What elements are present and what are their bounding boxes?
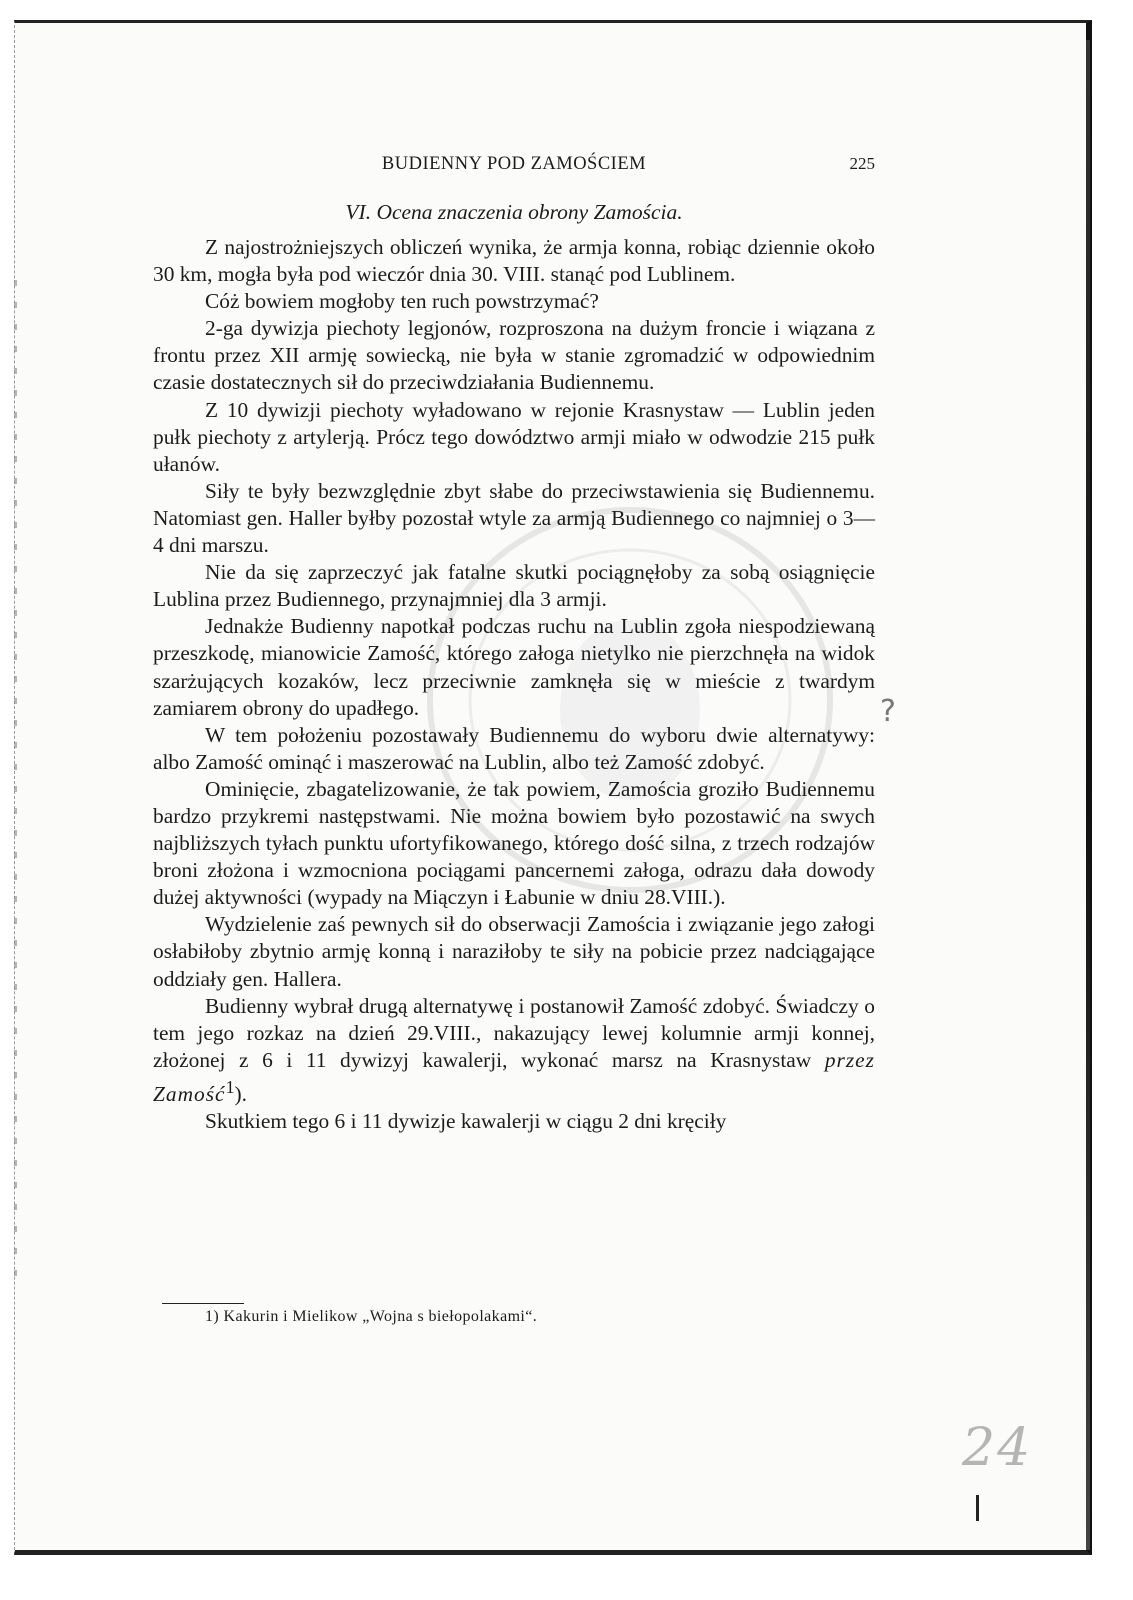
margin-question-mark: ? (880, 694, 896, 729)
paragraph: Z 10 dywizji piechoty wyładowano w rejonie Krasnystaw — Lublin jeden pułk piechoty z artylerją. Prócz tego dowództwo armji miało w odwodzie 215 pułk ułanów. (153, 397, 875, 476)
paragraph-text: ). (234, 1082, 247, 1107)
section-title: VI. Ocena znaczenia obrony Zamościa. (345, 200, 683, 224)
paragraph: Cóż bowiem mogłoby ten ruch powstrzymać? (205, 289, 599, 314)
page-number: 225 (849, 154, 875, 173)
paragraph: 2-ga dywizja piechoty legjonów, rozproszona na dużym froncie i wiązana z frontu przez XII armję sowiecką, nie była w stanie zgromadzić w odpowiednim czasie dostatecznych sił do przeciwdziałania Budiennemu. (153, 316, 875, 395)
paragraph: Wydzielenie zaś pewnych sił do obserwacji Zamościa i związanie jego załogi osłabiłoby zbytnio armję konną i naraziłoby te siły na pobicie przez nadciągające oddziały gen. Hallera. (153, 912, 875, 991)
footnote-marker: 1) (205, 1308, 220, 1325)
emphasis-text: przez Zamość (153, 1047, 875, 1107)
footnote-reference: 1 (225, 1076, 235, 1097)
handwritten-page-number: 24 (962, 1418, 1033, 1478)
paragraph-text: Budienny wybrał drugą alternatywę i postanowił Zamość zdobyć. Świadczy o tem jego rozkaz na dzień 29.VIII., nakazujący lewej kolumnie armji konnej, złożonej z 6 i 11 dywizyj kawalerji, wykonać marsz na Krasnystaw (153, 993, 875, 1072)
footnote-divider (162, 1303, 244, 1304)
paragraph: Skutkiem tego 6 i 11 dywizje kawalerji w ciągu 2 dni kręciły (205, 1109, 727, 1134)
paragraph: Ominięcie, zbagatelizowanie, że tak powiem, Zamościa groziło Budiennemu bardzo przykremi następstwami. Nie można bowiem było pozostawić na swych najbliższych tyłach punktu ufortyfikowanego, którego dość silna, z trzech rodzajów broni złożona i wzmocniona pociągami pancernemi załoga, odrazu dała dowody dużej aktywności (wypady na Miączyn i Łabunie w dniu 28.VIII.). (153, 776, 875, 910)
binding-holes (14, 280, 17, 1280)
paragraph: W tem położeniu pozostawały Budiennemu do wyboru dwie alternatywy: albo Zamość ominąć i maszerować na Lublin, albo też Zamość zdobyć. (153, 722, 875, 774)
running-head: BUDIENNY POD ZAMOŚCIEM (381, 154, 647, 174)
footnote (205, 1308, 825, 1326)
body-text (153, 234, 875, 1135)
footnote-text: Kakurin i Mielikow „Wojna s biełopolakami“. (223, 1308, 538, 1325)
paragraph-with-emphasis (153, 993, 875, 1109)
paragraph: Nie da się zaprzeczyć jak fatalne skutki pociągnęłoby za sobą osiągnięcie Lublina przez Budiennego, przynajmniej dla 3 armji. (153, 560, 875, 612)
paragraph: Siły te były bezwzględnie zbyt słabe do przeciwstawienia się Budiennemu. Natomiast gen. Haller byłby pozostał wtyle za armją Budiennego co najmniej o 3—4 dni marszu. (153, 478, 875, 558)
paragraph: Z najostrożniejszych obliczeń wynika, że armja konna, robiąc dziennie około 30 km, mogła była pod wieczór dnia 30. VIII. stanąć pod Lublinem. (153, 235, 875, 287)
page-header (153, 152, 875, 178)
page-edge-shadow (1086, 40, 1090, 1550)
pencil-tick-mark (976, 1495, 979, 1521)
paragraph: Jednakże Budienny napotkał podczas ruchu na Lublin zgoła niespodziewaną przeszkodę, mianowicie Zamość, którego załoga nietylko nie pierzchnęła na widok szarżujących kozaków, lecz przeciwnie zamknęła się w mieście z twardym zamiarem obrony do upadłego. (153, 614, 875, 720)
